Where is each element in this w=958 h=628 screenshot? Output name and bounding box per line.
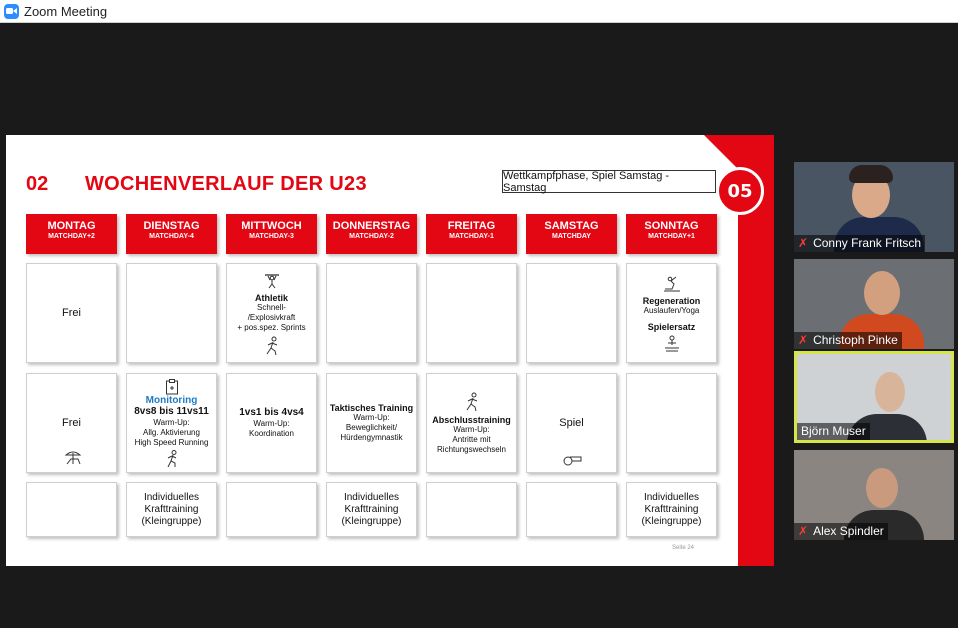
- cell-r3-wednesday: [226, 482, 317, 537]
- day-matchday: MATCHDAY+1: [648, 233, 695, 240]
- whistle-icon: [561, 454, 583, 466]
- participant-tile[interactable]: [794, 162, 954, 252]
- cell-title: Taktisches Training: [329, 403, 414, 413]
- slide-title: WOCHENVERLAUF DER U23: [85, 173, 367, 195]
- day-header-sunday: [626, 214, 717, 254]
- day-name: SONNTAG: [644, 220, 699, 232]
- cell-line: Antritte mit: [452, 434, 491, 444]
- cell-r2-wednesday: [226, 373, 317, 473]
- window-title: Zoom Meeting: [24, 3, 108, 19]
- day-header-tuesday: [126, 214, 217, 254]
- cell-r3-friday: [426, 482, 517, 537]
- cell-line: Individuelles: [343, 491, 400, 503]
- participant-video-head: [864, 271, 900, 315]
- beach-chair-icon: [63, 450, 83, 466]
- cell-r1-tuesday: [126, 263, 217, 363]
- participant-video-head: [875, 372, 905, 412]
- cell-r1-monday: [26, 263, 117, 363]
- cell-r1-thursday: [326, 263, 417, 363]
- cell-r3-monday: [26, 482, 117, 537]
- cell-line: Krafttraining: [144, 503, 199, 515]
- slide-page-number: Seite 24: [672, 545, 695, 551]
- participant-name-label: [794, 235, 925, 252]
- cell-line: Beweglichkeit/: [345, 423, 398, 432]
- muted-mic-icon: ✗: [798, 236, 809, 250]
- cell-r2-friday: [426, 373, 517, 473]
- cell-r3-thursday: [326, 482, 417, 537]
- day-name: FREITAG: [447, 220, 496, 232]
- participant-name-label: [797, 423, 870, 440]
- cell-text: Frei: [62, 417, 81, 429]
- cell-r2-thursday: [326, 373, 417, 473]
- window-titlebar: [0, 0, 958, 23]
- cell-line: Warm-Up:: [453, 424, 490, 434]
- participant-name-label: [794, 523, 888, 540]
- day-matchday: MATCHDAY-3: [249, 233, 294, 240]
- day-matchday: MATCHDAY-2: [349, 233, 394, 240]
- cell-line: Allg. Aktivierung: [143, 427, 200, 437]
- cell-line: Warm-Up:: [253, 419, 290, 428]
- cell-r3-tuesday: [126, 482, 217, 537]
- day-name: MONTAG: [47, 220, 96, 232]
- cell-line: Individuelles: [643, 491, 700, 503]
- day-header-wednesday: [226, 214, 317, 254]
- cell-line: Individuelles: [143, 491, 200, 503]
- cell-r2-sunday: [626, 373, 717, 473]
- day-matchday: MATCHDAY-1: [449, 233, 494, 240]
- cell-line: Krafttraining: [644, 503, 699, 515]
- massage-icon: [662, 335, 682, 353]
- zoom-camera-icon: [4, 4, 19, 19]
- sprinter-icon: [463, 392, 481, 412]
- day-name: MITTWOCH: [241, 220, 302, 232]
- participant-name: Alex Spindler: [813, 524, 884, 538]
- cell-r1-wednesday: [226, 263, 317, 363]
- weightlifting-icon: [263, 271, 281, 289]
- day-matchday: MATCHDAY+2: [48, 233, 95, 240]
- cell-title: Spielersatz: [647, 321, 696, 332]
- participant-tile-active-speaker[interactable]: [794, 351, 954, 443]
- cell-line: (Kleingruppe): [341, 515, 402, 527]
- participant-name: Conny Frank Fritsch: [813, 236, 922, 250]
- participant-name-label: [794, 332, 902, 349]
- cell-text: Spiel: [559, 417, 584, 429]
- stretching-icon: [662, 274, 682, 292]
- cell-monitoring: Monitoring: [145, 394, 198, 406]
- cell-title: Athletik: [254, 292, 288, 303]
- cell-r3-sunday: [626, 482, 717, 537]
- cell-line: Koordination: [249, 429, 294, 438]
- cell-line: High Speed Running: [134, 437, 209, 447]
- cell-r2-saturday: [526, 373, 617, 473]
- muted-mic-icon: ✗: [798, 333, 809, 347]
- cell-line: Hürdengymnastik: [340, 433, 403, 442]
- day-name: SAMSTAG: [544, 220, 599, 232]
- participant-name: Christoph Pinke: [813, 333, 898, 347]
- sprinter-icon: [263, 336, 281, 356]
- runner-icon: [164, 450, 180, 468]
- cell-r1-friday: [426, 263, 517, 363]
- cell-line: Auslaufen/Yoga: [643, 305, 700, 315]
- phase-label: Wettkampfphase, Spiel Samstag - Samstag: [502, 170, 716, 193]
- day-header-thursday: [326, 214, 417, 254]
- muted-mic-icon: ✗: [798, 524, 809, 538]
- slide-red-corner: [704, 135, 738, 169]
- day-name: DIENSTAG: [143, 220, 200, 232]
- day-matchday: MATCHDAY-4: [149, 233, 194, 240]
- participant-video-hair: [849, 165, 893, 183]
- cell-line: Krafttraining: [344, 503, 399, 515]
- day-matchday: MATCHDAY: [552, 233, 591, 240]
- day-header-monday: [26, 214, 117, 254]
- cell-line: (Kleingruppe): [641, 515, 702, 527]
- club-logo: 05: [716, 167, 764, 215]
- participant-tile[interactable]: [794, 450, 954, 540]
- participant-video-head: [866, 468, 898, 508]
- cell-line: Richtungswechseln: [437, 444, 506, 454]
- participant-tile[interactable]: [794, 259, 954, 349]
- cell-title: 8vs8 bis 11vs11: [134, 405, 209, 417]
- day-name: DONNERSTAG: [332, 220, 411, 232]
- cell-r3-saturday: [526, 482, 617, 537]
- cell-line: + pos.spez. Sprints: [237, 322, 306, 332]
- cell-line: Warm-Up:: [353, 413, 390, 422]
- cell-line: (Kleingruppe): [141, 515, 202, 527]
- cell-title: Abschlusstraining: [432, 414, 511, 425]
- day-header-saturday: [526, 214, 617, 254]
- cell-line: /Explosivkraft: [247, 312, 296, 322]
- shared-screen-slide[interactable]: [6, 135, 774, 566]
- clipboard-icon: [165, 379, 179, 395]
- cell-r1-saturday: [526, 263, 617, 363]
- cell-r1-sunday: [626, 263, 717, 363]
- cell-title: Regeneration: [642, 295, 701, 306]
- participant-name: Björn Muser: [801, 424, 866, 438]
- day-header-friday: [426, 214, 517, 254]
- cell-title: 1vs1 bis 4vs4: [239, 407, 304, 418]
- cell-r2-monday: [26, 373, 117, 473]
- meeting-stage: [0, 23, 958, 628]
- cell-line: Schnell-: [257, 302, 286, 312]
- cell-line: Warm-Up:: [153, 417, 190, 427]
- slide-number: 02: [26, 173, 49, 195]
- cell-text: Frei: [62, 307, 81, 319]
- cell-r2-tuesday: [126, 373, 217, 473]
